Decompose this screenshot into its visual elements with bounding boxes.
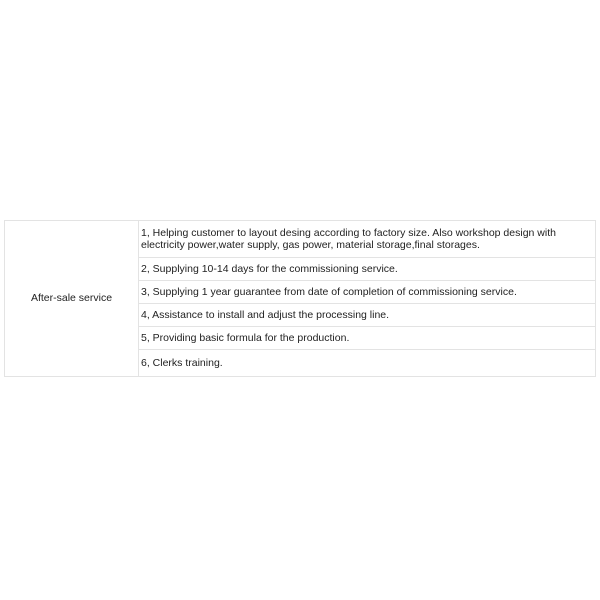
service-item-6: 6, Clerks training. bbox=[139, 350, 596, 377]
table-row bbox=[5, 221, 596, 258]
service-item-3: 3, Supplying 1 year guarantee from date of completion of commissioning service. bbox=[139, 281, 596, 304]
service-item-1: 1, Helping customer to layout desing according to factory size. Also workshop design with electricity power,water supply, gas power, material storage,final storages. bbox=[139, 221, 596, 258]
service-label-cell: After-sale service bbox=[5, 221, 139, 377]
service-item-4: 4, Assistance to install and adjust the processing line. bbox=[139, 304, 596, 327]
after-sale-service-table bbox=[4, 220, 596, 377]
service-item-2: 2, Supplying 10-14 days for the commissioning service. bbox=[139, 258, 596, 281]
service-item-5: 5, Providing basic formula for the production. bbox=[139, 327, 596, 350]
